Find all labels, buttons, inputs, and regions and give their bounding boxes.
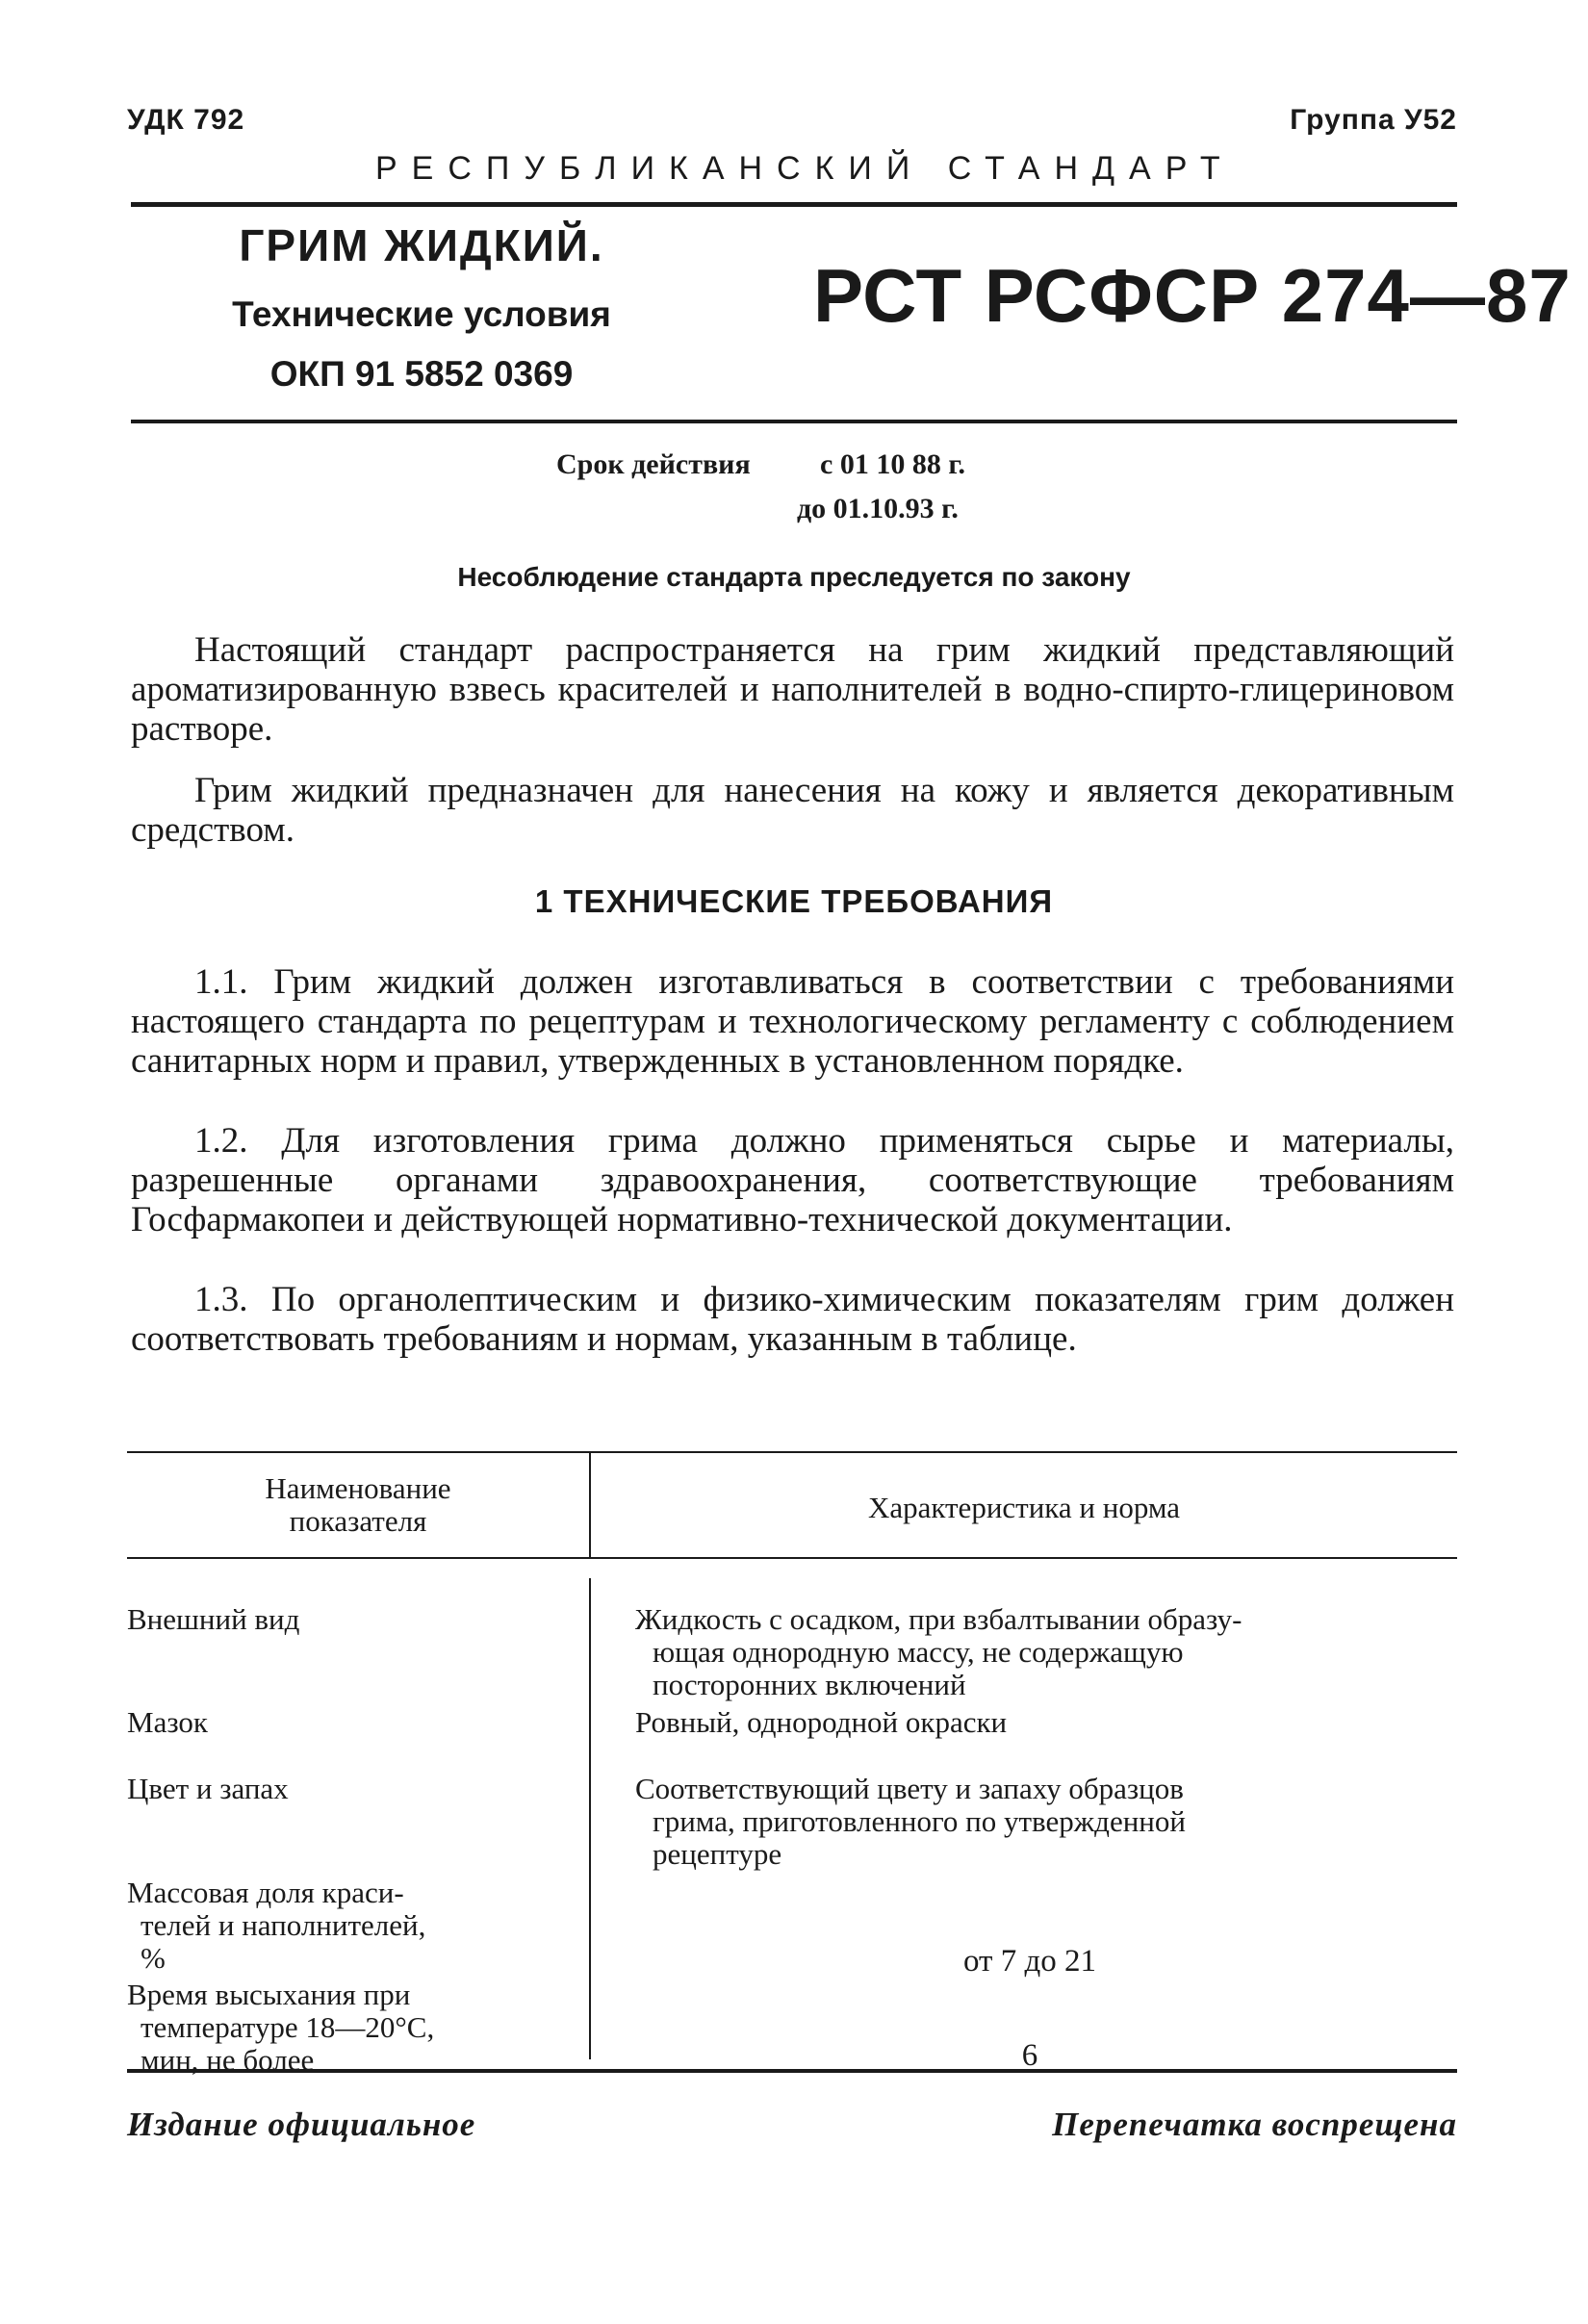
table-row-1-value (635, 1603, 1463, 1701)
footer-official-edition: Издание официальное (127, 2106, 476, 2143)
table-row-5-name-line-2: температуре 18—20°С, (141, 2010, 435, 2044)
table-row-3-value-line-2: грима, приготовленного по утвержденной (653, 1804, 1186, 1838)
table-row-1-value-line-1: Жидкость с осадком, при взбалтывании образу- (635, 1602, 1242, 1636)
table-row-3-value-line-3: рецептуре (653, 1837, 782, 1871)
table-row-1-name-line: Внешний вид (127, 1602, 300, 1636)
table-row-1-value-line-2: ющая однородную массу, не содержащую (653, 1635, 1184, 1669)
table-row-4-name-line-1: Массовая доля краси- (127, 1876, 404, 1909)
clause-1-1-text: 1.1. Грим жидкий должен изготавливаться в соответствии с требованиями настоящего стандарта по рецептурам и технологическому регламенту с соблюдением санитарных норм и правил, утвержденных в установленном порядке. (131, 962, 1454, 1081)
table-top-rule (127, 1451, 1457, 1453)
table-row-3-name-line: Цвет и запах (127, 1772, 289, 1805)
intro-paragraph-1-text: Настоящий стандарт распространяется на грим жидкий представляющий ароматизированную взвесь красителей и наполнителей в водно-спирто-глицериновом растворе. (131, 630, 1454, 749)
table-row-2-name (127, 1706, 551, 1739)
intro-paragraph-2 (131, 771, 1454, 850)
table-row-4-name (127, 1877, 551, 1975)
okp-code: ОКП 91 5852 0369 (269, 354, 574, 394)
table-body-divider (589, 1578, 591, 2059)
table-row-2-value (635, 1706, 1463, 1739)
clause-1-3 (131, 1280, 1454, 1359)
validity-from: с 01 10 88 г. (820, 448, 966, 480)
table-header-indicator (127, 1472, 589, 1538)
header-top-rule (131, 202, 1457, 207)
table-header-bottom-rule (127, 1557, 1457, 1559)
footer-reprint-prohibited: Перепечатка воспрещена (1052, 2106, 1457, 2143)
header-bottom-rule (131, 420, 1457, 423)
table-row-3-name (127, 1773, 551, 1805)
table-row-1-value-line-3: посторонних включений (653, 1668, 966, 1701)
validity-label: Срок действия (556, 448, 751, 480)
table-row-4-name-line-2: телей и наполнителей, (141, 1908, 426, 1942)
table-row-2-name-line: Мазок (127, 1705, 208, 1739)
table-row-1-name (127, 1603, 551, 1636)
section-title-technical-requirements: 1 ТЕХНИЧЕСКИЕ ТРЕБОВАНИЯ (534, 883, 1054, 919)
table-header-indicator-line1: Наименование (265, 1471, 451, 1505)
table-row-4-value: от 7 до 21 (962, 1944, 1097, 1979)
table-row-5-value: 6 (1021, 2038, 1038, 2073)
table-row-5-name (127, 1979, 551, 2077)
document-title: ГРИМ ЖИДКИЙ. (239, 220, 604, 270)
standard-code: РСТ РСФСР 274—87 (813, 253, 1572, 338)
udk-code: УДК 792 (127, 104, 245, 136)
document-subtitle: Технические условия (232, 294, 611, 334)
republic-standard-heading: РЕСПУБЛИКАНСКИЙ СТАНДАРТ (375, 150, 1235, 187)
clause-1-2-text: 1.2. Для изготовления грима должно применяться сырье и материалы, разрешенные органами здравоохранения, соответствующие требованиям Госфармакопеи и действующей нормативно-технической документации. (131, 1121, 1454, 1239)
table-row-3-value-line-1: Соответствующий цвету и запаху образцов (635, 1772, 1184, 1805)
intro-paragraph-2-text: Грим жидкий предназначен для нанесения на кожу и является декоративным средством. (131, 771, 1454, 850)
group-code: Группа У52 (1290, 104, 1457, 136)
table-row-5-name-line-3: мин, не более (141, 2043, 315, 2077)
table-row-3-value (635, 1773, 1463, 1871)
clause-1-3-text: 1.3. По органолептическим и физико-химическим показателям грим должен соответствовать требованиям и нормам, указанным в таблице. (131, 1280, 1454, 1359)
table-row-4-name-line-3: % (141, 1941, 166, 1975)
law-warning: Несоблюдение стандарта преследуется по закону (457, 562, 1131, 592)
clause-1-2 (131, 1121, 1454, 1239)
intro-paragraph-1 (131, 630, 1454, 749)
table-header-characteristic: Характеристика и норма (867, 1491, 1181, 1524)
clause-1-1 (131, 962, 1454, 1081)
validity-to: до 01.10.93 г. (797, 493, 959, 524)
table-header-indicator-line2: показателя (289, 1504, 427, 1538)
table-row-2-value-line-1: Ровный, однородной окраски (635, 1705, 1008, 1739)
table-row-5-name-line-1: Время высыхания при (127, 1978, 411, 2011)
